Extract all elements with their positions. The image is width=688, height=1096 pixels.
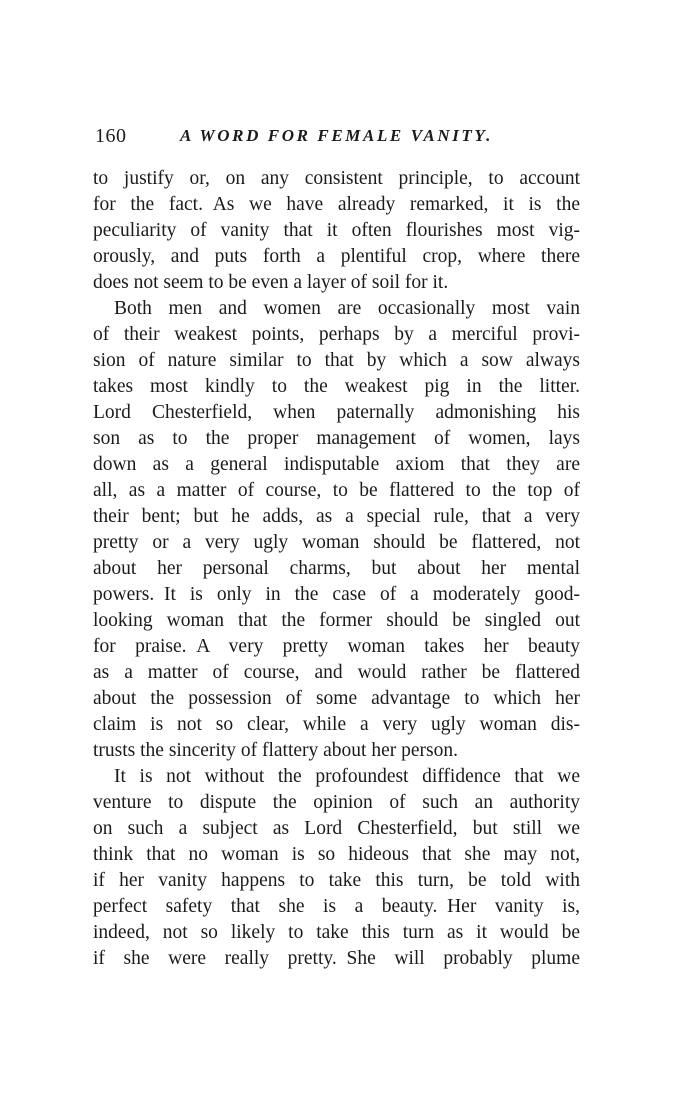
page-body xyxy=(93,166,580,972)
text-line: powers. It is only in the case of a moderately good- xyxy=(93,584,580,605)
running-title: A WORD FOR FEMALE VANITY. xyxy=(180,126,493,145)
text-line: think that no woman is so hideous that she may not, xyxy=(93,844,580,865)
text-line: pretty or a very ugly woman should be flattered, not xyxy=(93,532,580,553)
text-line: all, as a matter of course, to be flattered to the top of xyxy=(93,480,580,501)
text-line: venture to dispute the opinion of such an authority xyxy=(93,792,580,813)
text-line: if her vanity happens to take this turn, be told with xyxy=(93,870,580,891)
text-line: son as to the proper management of women, lays xyxy=(93,428,580,449)
text-line: of their weakest points, perhaps by a merciful provi- xyxy=(93,324,580,345)
text-line: Both men and women are occasionally most vain xyxy=(114,298,580,319)
paragraph xyxy=(93,166,580,296)
text-line: orously, and puts forth a plentiful crop, where there xyxy=(93,246,580,267)
text-line: to justify or, on any consistent principle, to account xyxy=(93,168,580,189)
text-line: takes most kindly to the weakest pig in the litter. xyxy=(93,376,580,397)
paragraph xyxy=(93,296,580,764)
page-header xyxy=(93,124,580,150)
text-line: on such a subject as Lord Chesterfield, but still we xyxy=(93,818,580,839)
text-line: for praise. A very pretty woman takes her beauty xyxy=(93,636,580,657)
text-line: perfect safety that she is a beauty. Her vanity is, xyxy=(93,896,580,917)
text-line: peculiarity of vanity that it often flourishes most vig- xyxy=(93,220,580,241)
text-line: trusts the sincerity of flattery about her person. xyxy=(93,740,458,761)
text-line: does not seem to be even a layer of soil for it. xyxy=(93,272,449,293)
text-line: about the possession of some advantage to which her xyxy=(93,688,580,709)
text-line: Lord Chesterfield, when paternally admonishing his xyxy=(93,402,580,423)
text-line: indeed, not so likely to take this turn as it would be xyxy=(93,922,580,943)
text-line: claim is not so clear, while a very ugly woman dis- xyxy=(93,714,580,735)
text-line: about her personal charms, but about her mental xyxy=(93,558,580,579)
text-line: sion of nature similar to that by which a sow always xyxy=(93,350,580,371)
text-line: as a matter of course, and would rather be flattered xyxy=(93,662,580,683)
paragraph xyxy=(93,764,580,972)
text-line: for the fact. As we have already remarked, it is the xyxy=(93,194,580,215)
page-number: 160 xyxy=(95,125,127,147)
text-line: if she were really pretty. She will probably plume xyxy=(93,948,580,969)
text-line: It is not without the profoundest diffidence that we xyxy=(114,766,580,787)
text-line: their bent; but he adds, as a special rule, that a very xyxy=(93,506,580,527)
text-line: down as a general indisputable axiom that they are xyxy=(93,454,580,475)
text-line: looking woman that the former should be singled out xyxy=(93,610,580,631)
